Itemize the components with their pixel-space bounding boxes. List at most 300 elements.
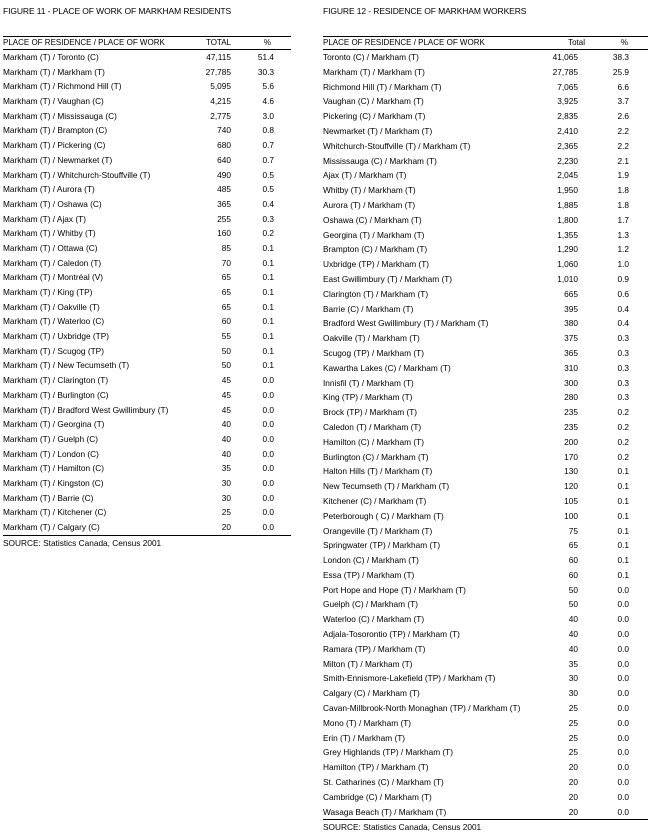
row-place: Markham (T) / Newmarket (T) [3,154,113,165]
row-total: 1,060 [557,259,578,270]
row-total: 20 [568,777,578,788]
row-percent: 0.0 [617,777,629,788]
table-row [323,302,648,317]
row-place: Uxbridge (TP) / Markham (T) [323,259,430,270]
row-place: Burlington (C) / Markham (T) [323,451,429,462]
row-place: New Tecumseth (T) / Markham (T) [323,481,450,492]
row-total: 41,065 [552,52,578,62]
row-place: Markham (T) / Clarington (T) [3,375,109,386]
row-percent: 0.2 [617,451,629,462]
row-total: 27,785 [552,66,578,77]
row-place: Mississauga (C) / Markham (T) [323,155,437,166]
table-row [3,344,291,359]
figure-12-rows [323,50,648,819]
row-total: 50 [568,584,578,595]
row-place: Markham (T) / Richmond Hill (T) [3,81,122,92]
row-place: Kitchener (C) / Markham (T) [323,495,427,506]
table-row [3,153,291,168]
row-total: 490 [217,169,231,180]
table-row [323,228,648,243]
row-percent: 0.5 [262,169,274,180]
row-total: 680 [217,140,231,151]
table-row [3,476,291,491]
row-percent: 0.0 [617,791,629,802]
row-place: Grey Highlands (TP) / Markham (T) [323,747,454,758]
table-row [3,505,291,520]
row-percent: 2.1 [617,155,629,166]
row-total: 120 [564,481,578,492]
row-percent: 0.0 [617,747,629,758]
figure-12-title: FIGURE 12 - RESIDENCE OF MARKHAM WORKERS [323,6,527,16]
row-place: Markham (T) / Ajax (T) [3,213,86,224]
row-percent: 0.0 [617,673,629,684]
row-place: Scugog (TP) / Markham (T) [323,347,424,358]
row-percent: 3.0 [262,110,274,121]
row-place: Barrie (C) / Markham (T) [323,303,414,314]
row-percent: 0.4 [617,318,629,329]
figure-11-header-row [3,36,291,50]
row-total: 30 [221,477,231,488]
row-percent: 0.8 [262,125,274,136]
table-row [3,520,291,535]
header-place: PLACE OF RESIDENCE / PLACE OF WORK [3,38,165,47]
table-row [3,461,291,476]
row-place: Newmarket (T) / Markham (T) [323,125,433,136]
table-row [3,212,291,227]
row-total: 130 [564,466,578,477]
row-percent: 38.3 [612,52,629,62]
row-percent: 6.6 [617,81,629,92]
table-row [323,612,648,627]
row-place: Richmond Hill (T) / Markham (T) [323,81,442,92]
row-place: Markham (T) / Pickering (C) [3,140,106,151]
row-total: 55 [221,331,231,342]
row-total: 65 [221,287,231,297]
table-row [3,491,291,506]
row-place: Markham (T) / Hamilton (C) [3,463,104,474]
row-place: Markham (T) / Oakville (T) [3,301,100,312]
table-row [3,138,291,153]
row-total: 160 [217,228,231,239]
table-row [323,287,648,302]
table-row [323,671,648,686]
row-place: Bradford West Gwillimbury (T) / Markham (T) [323,318,489,329]
table-row [323,494,648,509]
row-total: 1,800 [557,214,578,225]
row-percent: 0.9 [617,273,629,284]
row-percent: 0.1 [262,316,274,327]
row-percent: 0.0 [262,448,274,459]
row-total: 2,365 [557,140,578,151]
row-percent: 1.0 [617,259,629,270]
table-row [323,450,648,465]
table-row [323,568,648,583]
row-percent: 2.2 [617,125,629,136]
row-percent: 4.6 [262,96,274,107]
row-total: 40 [568,643,578,654]
row-total: 2,835 [557,111,578,122]
table-row [3,358,291,373]
row-place: London (C) / Markham (T) [323,555,419,566]
row-percent: 0.1 [262,331,274,342]
row-total: 25 [221,507,231,518]
row-total: 50 [568,599,578,610]
table-row [323,805,648,820]
row-percent: 1.2 [617,244,629,255]
table-row [3,65,291,80]
row-place: Markham (T) / Montréal (V) [3,272,104,283]
table-row [3,447,291,462]
row-total: 30 [568,688,578,699]
table-row [323,701,648,716]
table-row [3,94,291,109]
table-row [323,657,648,672]
header-total: Total [568,38,585,47]
header-total: TOTAL [205,38,231,47]
row-percent: 0.1 [617,525,629,536]
row-place: Port Hope and Hope (T) / Markham (T) [323,584,466,595]
table-row [323,686,648,701]
header-place: PLACE OF RESIDENCE / PLACE OF WORK [323,38,485,47]
row-total: 1,355 [557,229,578,240]
table-row [3,197,291,212]
table-row [323,154,648,169]
row-place: Markham (T) / Oshawa (C) [3,198,102,209]
row-place: Whitchurch-Stouffville (T) / Markham (T) [323,140,471,151]
row-place: Markham (T) / Whitby (T) [3,228,96,239]
row-total: 60 [568,569,578,580]
row-percent: 0.3 [617,333,629,344]
table-row [323,213,648,228]
row-percent: 0.1 [262,287,274,297]
table-row [323,420,648,435]
row-place: Brampton (C) / Markham (T) [323,244,428,255]
row-place: Peterborough ( C) / Markham (T) [323,510,444,521]
row-total: 25 [568,703,578,714]
row-percent: 0.1 [617,540,629,551]
table-row [323,139,648,154]
table-row [323,124,648,139]
row-place: Markham (T) / New Tecumseth (T) [3,360,130,371]
row-percent: 0.0 [262,404,274,415]
row-percent: 0.5 [262,184,274,195]
row-total: 1,290 [557,244,578,255]
row-percent: 0.1 [262,301,274,312]
row-percent: 0.1 [262,360,274,371]
row-place: Markham (T) / Kingston (C) [3,477,104,488]
row-percent: 0.0 [617,688,629,699]
row-place: Markham (T) / Ottawa (C) [3,242,98,253]
table-row [323,642,648,657]
row-total: 380 [564,318,578,329]
row-total: 65 [221,301,231,312]
table-row [3,109,291,124]
row-total: 50 [221,360,231,371]
row-percent: 3.7 [617,96,629,107]
table-row [323,272,648,287]
table-row [3,241,291,256]
row-place: Calgary (C) / Markham (T) [323,688,420,699]
row-place: Markham (T) / Guelph (C) [3,433,98,444]
row-percent: 0.1 [617,466,629,477]
row-percent: 0.0 [617,717,629,728]
row-percent: 0.1 [617,555,629,566]
row-place: Hamilton (TP) / Markham (T) [323,762,429,773]
row-place: Markham (T) / Markham (T) [3,66,105,77]
table-row [323,331,648,346]
table-row [3,314,291,329]
row-total: 60 [221,316,231,327]
row-percent: 0.0 [617,762,629,773]
row-percent: 0.0 [262,492,274,503]
row-percent: 51.4 [257,52,274,62]
row-percent: 0.6 [617,288,629,299]
figure-12-bottom-rule [323,819,648,820]
row-place: Guelph (C) / Markham (T) [323,599,418,610]
row-place: Markham (T) / Bradford West Gwillimbury (T) [3,404,169,415]
table-row [3,417,291,432]
row-total: 7,065 [557,81,578,92]
table-row [323,242,648,257]
row-percent: 30.3 [257,66,274,77]
row-percent: 0.0 [262,477,274,488]
row-percent: 0.0 [262,375,274,386]
row-total: 45 [221,389,231,400]
row-place: Springwater (TP) / Markham (T) [323,540,441,551]
row-total: 105 [564,495,578,506]
row-total: 280 [564,392,578,403]
row-place: Markham (T) / Vaughan (C) [3,96,104,107]
table-row [323,553,648,568]
row-percent: 2.6 [617,111,629,122]
row-place: Whitby (T) / Markham (T) [323,185,416,196]
row-total: 2,230 [557,155,578,166]
row-total: 365 [217,198,231,209]
row-place: Markham (T) / Uxbridge (TP) [3,331,110,342]
row-place: Markham (T) / Mississauga (C) [3,110,117,121]
row-total: 20 [568,762,578,773]
row-place: Oakville (T) / Markham (T) [323,333,420,344]
row-total: 235 [564,421,578,432]
row-total: 100 [564,510,578,521]
figure-12-header-row [323,36,648,50]
row-total: 70 [221,257,231,268]
row-place: Aurora (T) / Markham (T) [323,199,416,210]
row-place: Cavan-Millbrook-North Monaghan (TP) / Markham (T) [323,703,521,714]
row-total: 25 [568,717,578,728]
row-total: 2,775 [210,110,231,121]
table-row [3,432,291,447]
figure-11-bottom-rule [3,535,291,536]
row-place: Caledon (T) / Markham (T) [323,421,422,432]
row-percent: 0.3 [617,392,629,403]
row-place: Markham (T) / Scugog (TP) [3,345,104,356]
row-percent: 0.4 [617,303,629,314]
row-percent: 0.3 [262,213,274,224]
figure-12-table [323,36,648,833]
row-total: 255 [217,213,231,224]
table-row [323,65,648,80]
row-place: Orangeville (T) / Markham (T) [323,525,433,536]
row-percent: 0.3 [617,377,629,388]
row-percent: 0.0 [617,643,629,654]
row-total: 4,215 [210,96,231,107]
row-percent: 0.0 [617,806,629,817]
row-place: King (TP) / Markham (T) [323,392,413,403]
table-row [323,94,648,109]
table-row [323,583,648,598]
row-place: Mono (T) / Markham (T) [323,717,412,728]
row-total: 85 [221,242,231,253]
row-percent: 0.7 [262,140,274,151]
row-percent: 0.0 [617,658,629,669]
row-percent: 0.0 [617,732,629,743]
row-percent: 0.7 [262,154,274,165]
row-place: Ajax (T) / Markham (T) [323,170,407,181]
table-row [3,270,291,285]
table-row [323,405,648,420]
row-total: 30 [221,492,231,503]
row-percent: 0.0 [262,433,274,444]
row-percent: 0.0 [262,463,274,474]
row-place: Brock (TP) / Markham (T) [323,407,418,418]
table-row [323,376,648,391]
table-row [323,80,648,95]
row-total: 65 [568,540,578,551]
row-total: 740 [217,125,231,136]
table-row [3,329,291,344]
table-row [323,597,648,612]
row-percent: 0.0 [262,522,274,532]
row-total: 375 [564,333,578,344]
row-place: Clarington (T) / Markham (T) [323,288,429,299]
row-total: 47,115 [206,52,231,62]
row-place: Oshawa (C) / Markham (T) [323,214,422,225]
row-place: Markham (T) / Caledon (T) [3,257,102,268]
table-row [323,361,648,376]
table-row [323,346,648,361]
row-percent: 0.0 [617,614,629,625]
table-row [323,524,648,539]
row-percent: 0.0 [262,389,274,400]
row-total: 25 [568,732,578,743]
table-row [323,509,648,524]
row-total: 40 [221,419,231,430]
row-place: Innisfil (T) / Markham (T) [323,377,414,388]
row-total: 200 [564,436,578,447]
table-row [323,168,648,183]
table-row [323,198,648,213]
row-place: East Gwillimbury (T) / Markham (T) [323,273,453,284]
table-row [323,183,648,198]
table-row [323,50,648,65]
table-row [3,50,291,65]
row-place: Cambridge (C) / Markham (T) [323,791,432,802]
row-percent: 0.1 [262,242,274,253]
header-percent: % [263,38,271,47]
row-total: 65 [221,272,231,283]
row-place: Markham (T) / Kitchener (C) [3,507,107,518]
row-place: Georgina (T) / Markham (T) [323,229,425,240]
row-total: 485 [217,184,231,195]
figure-11-table [3,36,291,549]
row-total: 20 [568,806,578,817]
row-percent: 0.0 [617,629,629,640]
row-total: 1,950 [557,185,578,196]
row-place: Markham (T) / Brampton (C) [3,125,108,136]
row-total: 235 [564,407,578,418]
row-percent: 1.9 [617,170,629,181]
row-total: 665 [564,288,578,299]
row-place: St. Catharines (C) / Markham (T) [323,777,444,788]
row-total: 300 [564,377,578,388]
row-percent: 0.2 [617,407,629,418]
table-row [323,716,648,731]
table-row [3,300,291,315]
row-total: 40 [221,448,231,459]
table-row [323,745,648,760]
figure-11-source: SOURCE: Statistics Canada, Census 2001 [3,537,162,548]
row-place: Essa (TP) / Markham (T) [323,569,415,580]
row-place: Markham (T) / Burlington (C) [3,389,109,400]
row-place: Waterloo (C) / Markham (T) [323,614,425,625]
row-place: Markham (T) / London (C) [3,448,99,459]
row-total: 2,045 [557,170,578,181]
row-percent: 0.2 [262,228,274,239]
row-place: Markham (T) / King (TP) [3,287,93,297]
row-percent: 1.3 [617,229,629,240]
row-place: Markham (T) / Whitchurch-Stouffville (T) [3,169,151,180]
row-percent: 0.1 [617,495,629,506]
row-percent: 1.8 [617,185,629,196]
table-row [3,123,291,138]
row-total: 40 [221,433,231,444]
table-row [323,390,648,405]
row-percent: 0.3 [617,347,629,358]
row-percent: 0.1 [617,481,629,492]
row-total: 1,010 [557,273,578,284]
row-total: 5,095 [210,81,231,92]
row-total: 310 [564,362,578,373]
row-total: 20 [221,522,231,532]
table-row [323,627,648,642]
row-percent: 0.0 [617,584,629,595]
table-row [323,464,648,479]
row-place: Markham (T) / Aurora (T) [3,184,95,195]
table-row [3,403,291,418]
table-row [323,435,648,450]
figure-11-rows [3,50,291,535]
row-percent: 0.0 [617,599,629,610]
row-place: Markham (T) / Waterloo (C) [3,316,105,327]
row-total: 20 [568,791,578,802]
table-row [323,109,648,124]
row-percent: 0.2 [617,436,629,447]
row-total: 395 [564,303,578,314]
table-row [323,316,648,331]
row-total: 35 [221,463,231,474]
row-place: Smith-Ennismore-Lakefield (TP) / Markham (T) [323,673,496,684]
row-percent: 0.3 [617,362,629,373]
table-row [3,373,291,388]
row-percent: 0.0 [262,419,274,430]
table-row [323,731,648,746]
row-total: 35 [568,658,578,669]
row-total: 27,785 [205,66,231,77]
table-row [3,388,291,403]
row-place: Toronto (C) / Markham (T) [323,52,419,62]
row-place: Erin (T) / Markham (T) [323,732,406,743]
